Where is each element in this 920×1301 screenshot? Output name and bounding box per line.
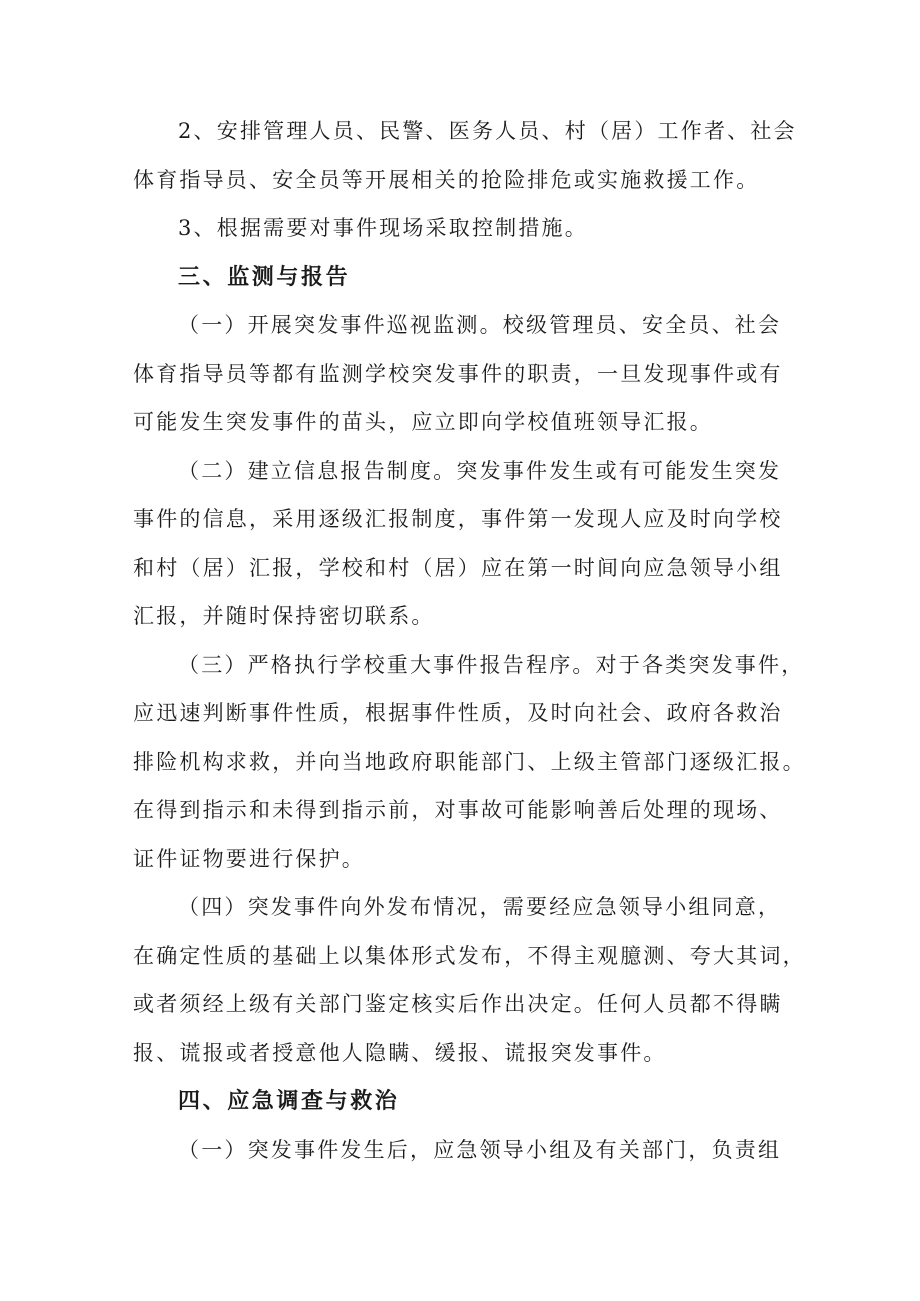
paragraph-line: 3、根据需要对事件现场采取控制措施。 bbox=[178, 216, 588, 240]
paragraph-item-3 bbox=[0, 215, 920, 264]
paragraph-line: 排险机构求救，并向当地政府职能部门、上级主管部门逐级汇报。 bbox=[133, 749, 806, 774]
paragraph-line: 或者须经上级有关部门鉴定核实后作出决定。任何人员都不得瞒 bbox=[133, 992, 783, 1016]
paragraph-line: 可能发生突发事件的苗头，应立即向学校值班领导汇报。 bbox=[133, 410, 713, 434]
paragraph-reporting-system bbox=[0, 458, 920, 652]
paragraph-major-event-procedure bbox=[0, 652, 920, 895]
section-heading-monitoring-report: 三、监测与报告 bbox=[178, 263, 351, 290]
section-heading-emergency-investigation: 四、应急调查与救治 bbox=[178, 1088, 400, 1114]
paragraph-information-release bbox=[0, 894, 920, 1088]
paragraph-line: 2、安排管理人员、民警、医务人员、村（居）工作者、社会 bbox=[178, 119, 797, 143]
paragraph-line: （四）突发事件向外发布情况，需要经应急领导小组同意， bbox=[178, 895, 782, 919]
paragraph-line: （一）突发事件发生后，应急领导小组及有关部门，负责组 bbox=[178, 1137, 782, 1162]
paragraph-line: 应迅速判断事件性质，根据事件性质，及时向社会、政府各救治 bbox=[133, 701, 783, 725]
paragraph-line: （二）建立信息报告制度。突发事件发生或有可能发生突发 bbox=[178, 458, 782, 483]
paragraph-line: （三）严格执行学校重大事件报告程序。对于各类突发事件， bbox=[178, 652, 805, 677]
document-page bbox=[0, 118, 920, 1185]
paragraph-monitoring bbox=[0, 312, 920, 458]
paragraph-line: 汇报，并随时保持密切联系。 bbox=[133, 604, 435, 628]
paragraph-after-incident bbox=[0, 1137, 920, 1186]
paragraph-line: 和村（居）汇报，学校和村（居）应在第一时间向应急领导小组 bbox=[133, 555, 783, 580]
paragraph-line: 在确定性质的基础上以集体形式发布，不得主观臆测、夸大其词， bbox=[133, 943, 806, 968]
paragraph-line: 体育指导员、安全员等开展相关的抢险排危或实施救援工作。 bbox=[133, 167, 760, 192]
paragraph-line: 报、谎报或者授意他人隐瞒、缓报、谎报突发事件。 bbox=[133, 1040, 667, 1065]
paragraph-line: 证件证物要进行保护。 bbox=[133, 846, 365, 871]
paragraph-item-2 bbox=[0, 118, 920, 215]
paragraph-line: 体育指导员等都有监测学校突发事件的职责，一旦发现事件或有 bbox=[133, 361, 783, 386]
paragraph-line: （一）开展突发事件巡视监测。校级管理员、安全员、社会 bbox=[178, 313, 782, 337]
paragraph-line: 在得到指示和未得到指示前，对事故可能影响善后处理的现场、 bbox=[133, 798, 783, 822]
paragraph-line: 事件的信息，采用逐级汇报制度，事件第一发现人应及时向学校 bbox=[133, 507, 783, 531]
